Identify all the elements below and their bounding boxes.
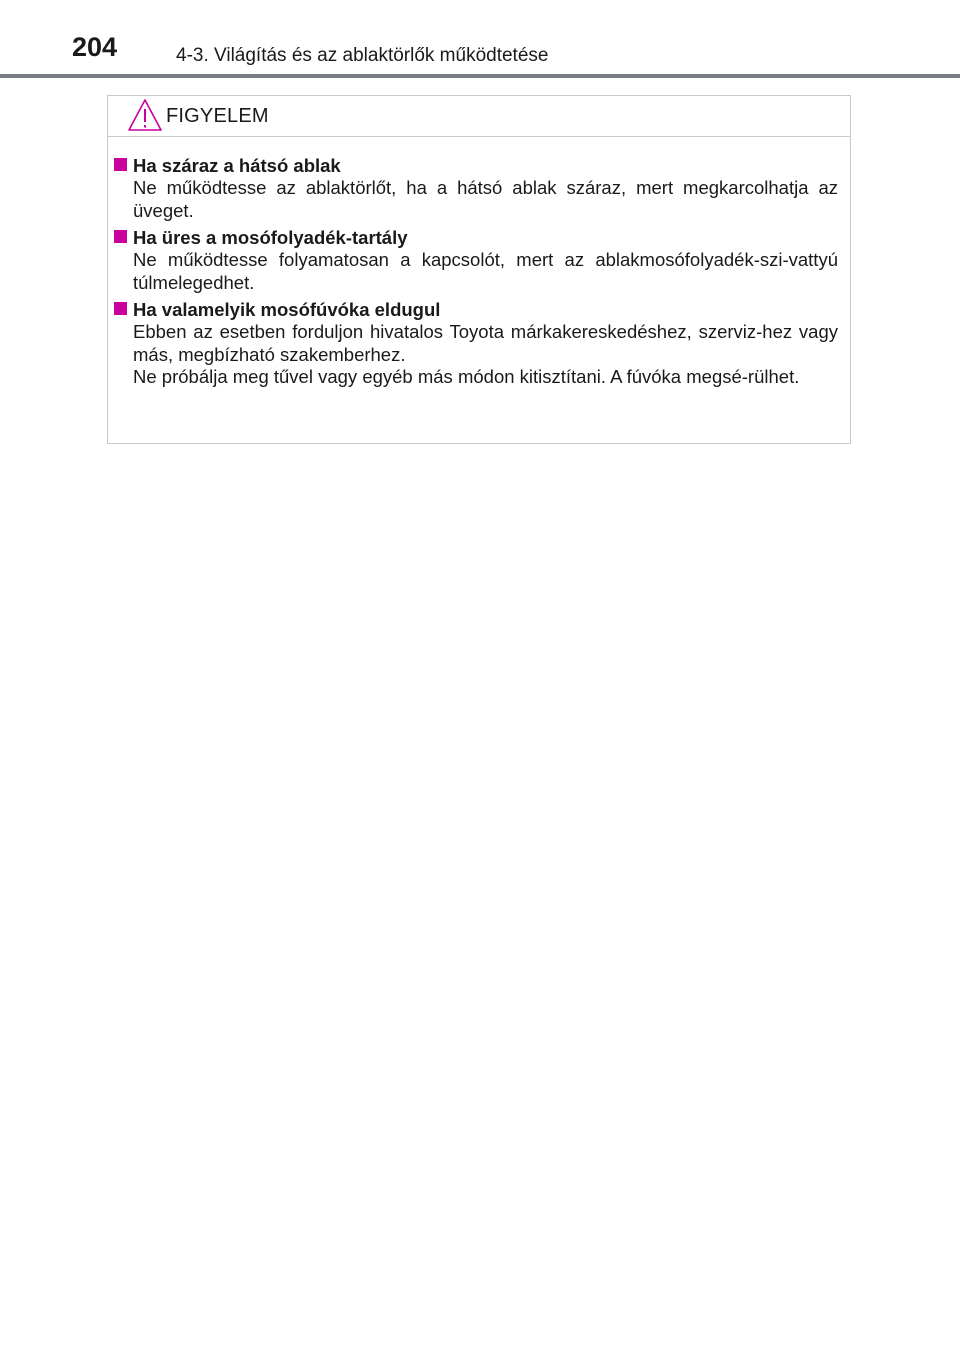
bullet-square <box>114 230 127 243</box>
warning-item-dry-rear-window <box>108 154 838 222</box>
section-title: 4-3. Világítás és az ablaktörlők működtetése <box>176 45 549 66</box>
warning-header <box>108 96 850 137</box>
warning-title: FIGYELEM <box>166 105 269 127</box>
item-text: Ebben az esetben forduljon hivatalos Toyota márkakereskedéshez, szerviz-hez vagy más, megbízható szakemberhez. <box>133 321 838 365</box>
header-divider <box>0 74 960 78</box>
item-heading: Ha valamelyik mosófúvóka eldugul <box>133 299 441 320</box>
item-text: Ne működtesse folyamatosan a kapcsolót, mert az ablakmosófolyadék-szi-vattyú túlmelegedhet. <box>133 249 838 293</box>
warning-triangle-icon <box>127 98 163 132</box>
warning-body <box>108 154 850 389</box>
warning-box <box>107 95 851 444</box>
item-heading: Ha üres a mosófolyadék-tartály <box>133 227 408 248</box>
warning-item-empty-washer-tank <box>108 226 838 294</box>
item-heading: Ha száraz a hátsó ablak <box>133 155 341 176</box>
item-text: Ne működtesse az ablaktörlőt, ha a hátsó ablak száraz, mert megkarcolhatja az üveget. <box>133 177 838 221</box>
bullet-square <box>114 302 127 315</box>
bullet-square <box>114 158 127 171</box>
page-number: 204 <box>72 32 118 62</box>
item-text: Ne próbálja meg tűvel vagy egyéb más módon kitisztítani. A fúvóka megsé-rülhet. <box>133 366 800 387</box>
warning-item-clogged-nozzle <box>108 298 838 389</box>
page-header <box>0 0 960 78</box>
